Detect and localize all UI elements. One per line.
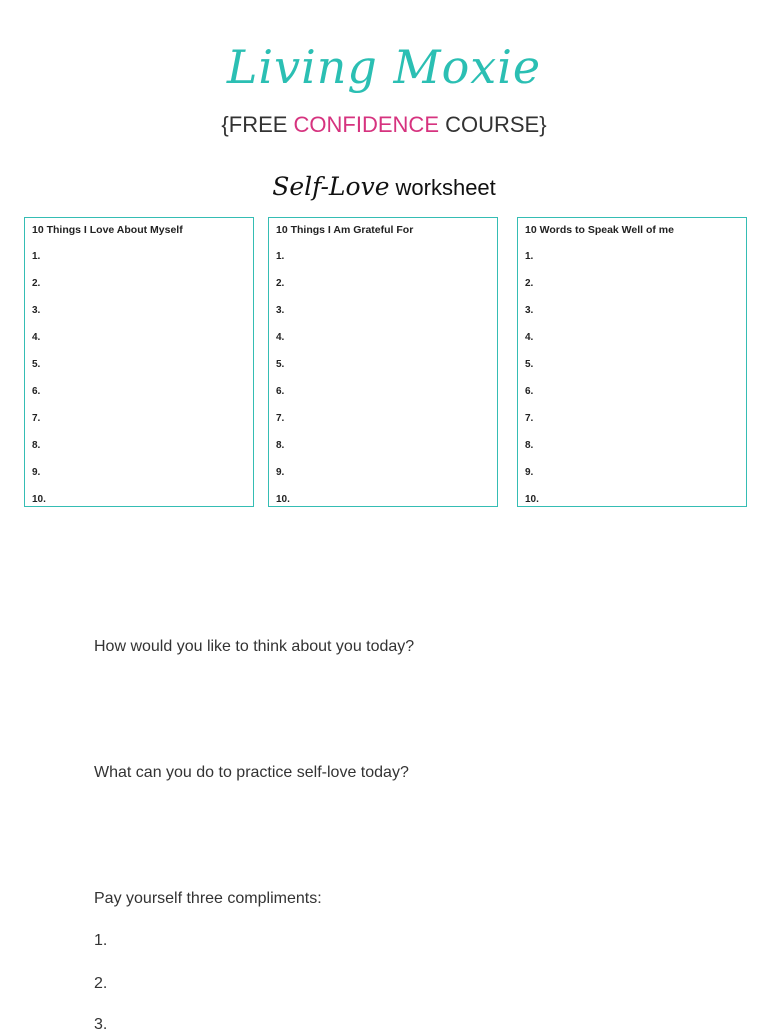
course-open: {FREE [221, 112, 294, 137]
list-item: 8. [525, 440, 534, 451]
compliment-item: 1. [94, 932, 108, 949]
list-item: 6. [276, 386, 285, 397]
list-item: 4. [276, 332, 285, 343]
list-item: 3. [276, 305, 285, 316]
list-item: 10. [525, 494, 539, 505]
list-item: 5. [276, 359, 285, 370]
box-header: 10 Words to Speak Well of me [525, 224, 674, 236]
compliment-item: 3. [94, 1016, 108, 1033]
list-item: 9. [525, 467, 534, 478]
list-item: 3. [32, 305, 41, 316]
worksheet-title-script: Self-Love [272, 172, 390, 201]
list-item: 7. [276, 413, 285, 424]
list-item: 5. [32, 359, 41, 370]
list-item: 2. [525, 278, 534, 289]
list-item: 4. [525, 332, 534, 343]
list-item: 8. [32, 440, 41, 451]
course-close: COURSE} [439, 112, 547, 137]
compliment-item: 2. [94, 975, 108, 992]
list-item: 6. [525, 386, 534, 397]
list-item: 2. [32, 278, 41, 289]
prompt-three-compliments: Pay yourself three compliments: [94, 890, 322, 907]
numbered-list [276, 243, 490, 513]
list-item: 7. [32, 413, 41, 424]
brand-title: Living Moxie [226, 40, 542, 94]
prompt-think-about-you: How would you like to think about you today? [94, 638, 415, 655]
list-item: 1. [525, 251, 534, 262]
list-item: 2. [276, 278, 285, 289]
list-item: 9. [32, 467, 41, 478]
list-box-grateful-for [268, 217, 498, 507]
course-line [0, 112, 768, 138]
list-item: 9. [276, 467, 285, 478]
course-accent: CONFIDENCE [293, 112, 439, 137]
list-item: 5. [525, 359, 534, 370]
numbered-list [525, 243, 739, 513]
list-item: 10. [32, 494, 46, 505]
box-header: 10 Things I Am Grateful For [276, 224, 414, 236]
worksheet-title-plain: worksheet [395, 175, 496, 200]
list-item: 6. [32, 386, 41, 397]
numbered-list [32, 243, 246, 513]
worksheet-title [0, 172, 768, 201]
list-box-love-myself [24, 217, 254, 507]
list-item: 10. [276, 494, 290, 505]
list-item: 8. [276, 440, 285, 451]
prompt-practice-self-love: What can you do to practice self-love today? [94, 764, 409, 781]
list-box-speak-well [517, 217, 747, 507]
list-item: 1. [276, 251, 285, 262]
box-header: 10 Things I Love About Myself [32, 224, 183, 236]
list-item: 4. [32, 332, 41, 343]
list-item: 1. [32, 251, 41, 262]
list-item: 3. [525, 305, 534, 316]
list-item: 7. [525, 413, 534, 424]
